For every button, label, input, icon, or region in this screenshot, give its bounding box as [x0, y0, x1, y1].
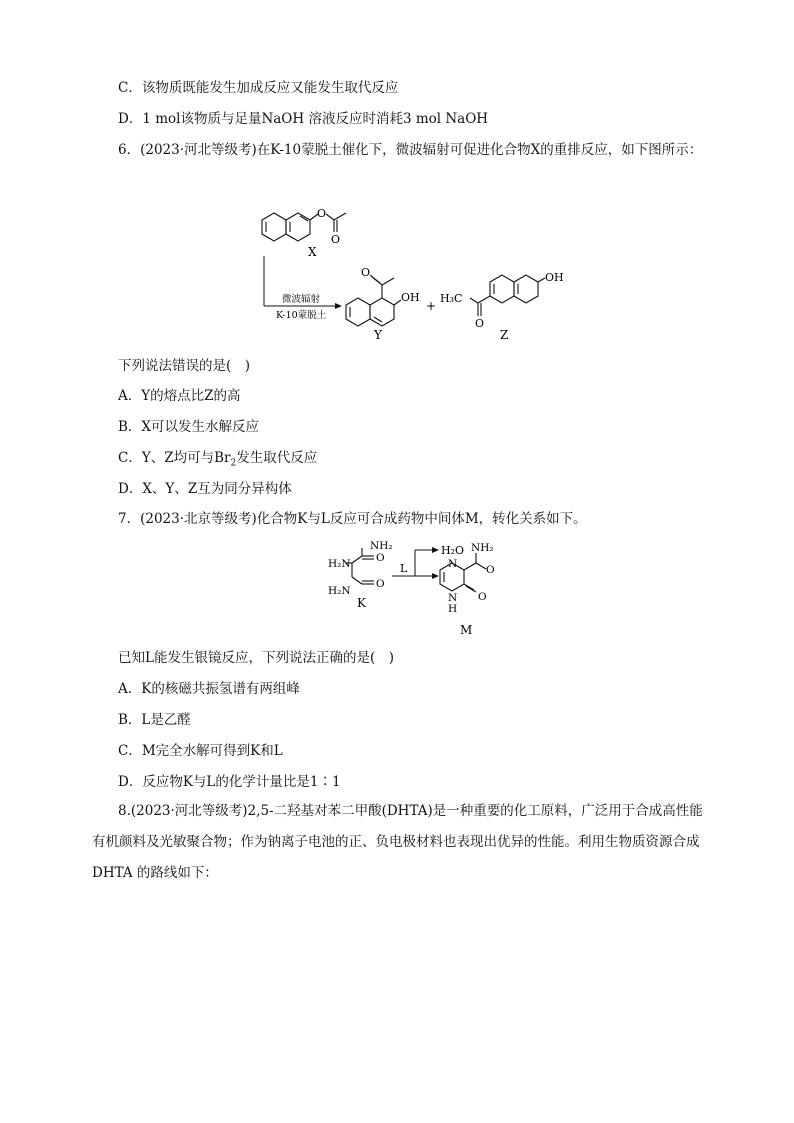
y-o-carbonyl: O — [361, 266, 371, 279]
question-6-prompt: 下列说法错误的是( ) — [118, 358, 251, 374]
molecule-y — [346, 275, 401, 326]
molecule-z — [470, 275, 545, 316]
y-label: Y — [374, 328, 382, 342]
condition-microwave: 微波辐射 — [282, 294, 321, 305]
m-n-top: N — [448, 558, 458, 570]
k-h2n-bottom: H₂N — [328, 585, 351, 597]
question-6-stem: 6．(2023·河北等级考)在K-10蒙脱土催化下，微波辐射可促进化合物X的重排反应，如下图所示： — [118, 142, 703, 158]
q7-reaction-figure — [0, 535, 794, 645]
z-oh: OH — [545, 271, 564, 284]
z-o-carbonyl: O — [475, 317, 485, 330]
x-label: X — [308, 245, 317, 259]
option-6c-post: 发生取代反应 — [236, 450, 318, 466]
question-7-stem: 7．(2023·北京等级考)化合物K与L反应可合成药物中间体M，转化关系如下。 — [118, 511, 587, 527]
option-5d: D．1 mol该物质与足量NaOH 溶液反应时消耗3 mol NaOH — [118, 111, 489, 127]
m-o-amide: O — [486, 564, 495, 576]
m-n-bottom: N — [448, 592, 458, 604]
m-nh2: NH₂ — [471, 542, 494, 554]
x-o-carbonyl: O — [331, 233, 341, 246]
q7-arrow — [392, 550, 438, 576]
m-o-ring: O — [478, 591, 487, 603]
option-6c-pre: C．Y、Z均可与Br — [118, 450, 231, 466]
option-6b: B．X可以发生水解反应 — [118, 419, 260, 435]
option-6c-sub: 2 — [230, 458, 237, 469]
x-o-ester: O — [317, 207, 327, 220]
m-label: M — [460, 623, 473, 637]
k-nh2-top: NH₂ — [370, 540, 393, 552]
condition-catalyst: K-10蒙脱土 — [276, 310, 327, 321]
option-5c: C．该物质既能发生加成反应又能发生取代反应 — [118, 80, 399, 96]
q6-reaction-figure — [0, 190, 794, 360]
molecule-m — [440, 553, 486, 592]
plus-sign: + — [426, 299, 437, 313]
option-7c: C．M完全水解可得到K和L — [118, 743, 283, 759]
option-7d: D．反应物K与L的化学计量比是1∶1 — [118, 774, 341, 790]
l-label: L — [400, 562, 408, 575]
question-7-prompt: 已知L能发生银镜反应，下列说法正确的是( ) — [118, 650, 394, 666]
option-6c — [118, 449, 317, 473]
m-h: H — [448, 603, 458, 615]
option-7b: B．L是乙醛 — [118, 712, 191, 728]
option-6d: D．X、Y、Z互为同分异构体 — [118, 481, 292, 497]
k-h2n: H₂N — [328, 558, 351, 570]
k-o-bottom: O — [376, 578, 385, 590]
h2o-label: H₂O — [441, 544, 465, 557]
y-oh: OH — [401, 291, 420, 304]
k-o-top: O — [376, 552, 385, 564]
question-8-stem: 8.(2023·河北等级考)2,5-二羟基对苯二甲酸(DHTA)是一种重要的化工原料，广泛用于合成高性能有机颜料及光敏聚合物；作为钠离子电池的正、负电极材料也表现出优异的性能。利用生物质资源合成DHTA 的路线如下： — [92, 803, 703, 881]
z-h3c: H₃C — [440, 292, 463, 305]
k-label: K — [357, 596, 366, 610]
option-7a: A．K的核磁共振氢谱有两组峰 — [118, 681, 300, 697]
option-6a: A．Y的熔点比Z的高 — [118, 388, 241, 404]
z-label: Z — [500, 328, 509, 342]
